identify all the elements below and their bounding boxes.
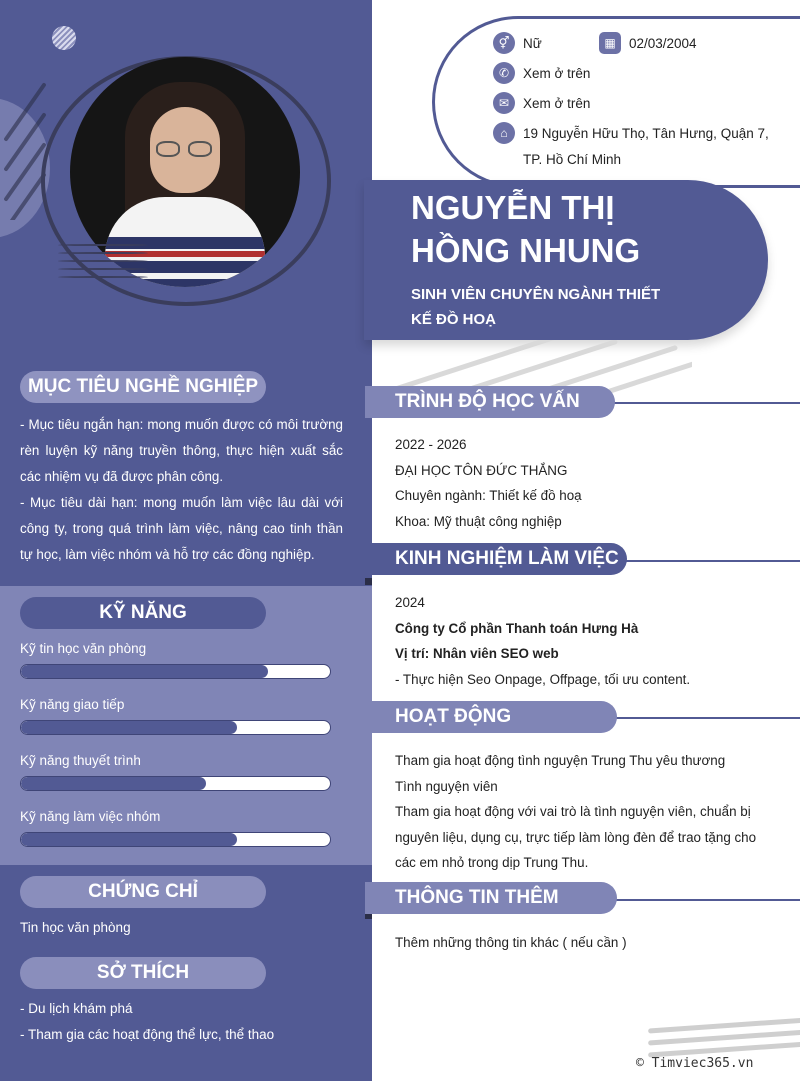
experience-company: Công ty Cổ phần Thanh toán Hưng Hà [395, 620, 639, 636]
decorative-stripes-bottom [648, 1015, 800, 1060]
contact-phone [493, 62, 590, 84]
activity-title: Tham gia hoạt động tình nguyện Trung Thu yêu thương [395, 753, 726, 768]
gender-icon: ⚥ [493, 32, 515, 54]
skill-label: Kỹ năng giao tiếp [20, 697, 125, 712]
education-school: ĐẠI HỌC TÔN ĐỨC THẮNG [395, 462, 568, 478]
skill-bar [20, 720, 331, 735]
objective-heading: MỤC TIÊU NGHỀ NGHIỆP [20, 371, 266, 403]
experience-heading: KINH NGHIỆM LÀM VIỆC [365, 543, 627, 575]
skill-bar-fill [21, 721, 237, 734]
skill-label: Kỹ năng thuyết trình [20, 753, 141, 768]
email-icon: ✉ [493, 92, 515, 114]
skill-label: Kỹ năng làm việc nhóm [20, 809, 161, 824]
address-line1: 19 Nguyễn Hữu Thọ, Tân Hưng, Quận 7, [523, 125, 769, 141]
phone-value: Xem ở trên [523, 65, 591, 81]
certificate-item: Tin học văn phòng [20, 920, 131, 935]
phone-icon: ✆ [493, 62, 515, 84]
skill-bar-fill [21, 833, 237, 846]
education-heading: TRÌNH ĐỘ HỌC VẤN [365, 386, 615, 418]
education-faculty: Khoa: Mỹ thuật công nghiệp [395, 513, 562, 529]
objective-short-term: - Mục tiêu ngắn hạn: mong muốn được có môi trường rèn luyện kỹ năng truyền thông, thực hiện xuất sắc các nhiệm vụ đã được phân công. [20, 417, 343, 484]
decorative-dot [52, 26, 76, 50]
objective-long-term: - Mục tiêu dài hạn: mong muốn làm việc lâu dài với công ty, trong quá trình làm việc, nâng cao tinh thần tự học, làm việc nhóm và hỗ trợ các đồng nghiệp. [20, 495, 343, 562]
activities-details [395, 748, 780, 876]
gender-value: Nữ [523, 35, 542, 51]
section-line [606, 402, 800, 404]
calendar-icon: ▦ [599, 32, 621, 54]
skill-bar [20, 776, 331, 791]
skill-label: Kỹ tin học văn phòng [20, 641, 147, 656]
watermark: © Timviec365.vn [636, 1056, 754, 1071]
skill-bar-fill [21, 665, 268, 678]
objective-text [20, 412, 343, 568]
name-line1: NGUYỄN THỊ [411, 189, 615, 226]
contact-gender [493, 32, 542, 54]
education-major: Chuyên ngành: Thiết kế đồ hoạ [395, 488, 582, 503]
skill-bar-fill [21, 777, 206, 790]
corner-notch [365, 578, 372, 585]
activities-heading: HOẠT ĐỘNG [365, 701, 617, 733]
education-period: 2022 - 2026 [395, 437, 467, 452]
activity-role: Tình nguyện viên [395, 778, 498, 794]
section-line [612, 899, 800, 901]
experience-year: 2024 [395, 595, 425, 610]
skill-bar [20, 664, 331, 679]
experience-position: Vị trí: Nhân viên SEO web [395, 646, 559, 661]
decorative-stamp [58, 240, 148, 280]
name-line2: HỒNG NHUNG [411, 232, 641, 269]
full-name [411, 186, 741, 272]
additional-heading: THÔNG TIN THÊM [365, 882, 617, 914]
additional-text: Thêm những thông tin khác ( nếu cần ) [395, 935, 627, 950]
section-line [612, 717, 800, 719]
experience-details [395, 590, 780, 692]
address-line2: TP. Hồ Chí Minh [523, 152, 622, 167]
email-value: Xem ở trên [523, 95, 591, 111]
hobby-item: - Tham gia các hoạt động thể lực, thể thao [20, 1027, 275, 1042]
job-title [411, 282, 711, 332]
birthdate-value: 02/03/2004 [629, 35, 697, 51]
skills-heading: KỸ NĂNG [20, 597, 266, 629]
activity-description: Tham gia hoạt động với vai trò là tình nguyện viên, chuẩn bị nguyên liệu, dụng cụ, trực tiếp làm lòng đèn để trao tặng cho các em nhỏ trong dịp Trung Thu. [395, 804, 757, 870]
contact-email [493, 92, 590, 114]
hobbies-heading: SỞ THÍCH [20, 957, 266, 989]
certificates-heading: CHỨNG CHỈ [20, 876, 266, 908]
section-line [620, 560, 800, 562]
contact-birthdate [599, 32, 697, 54]
experience-duty: - Thực hiện Seo Onpage, Offpage, tối ưu content. [395, 671, 691, 687]
contact-address-2 [523, 152, 621, 167]
title-line2: KẾ ĐỒ HOẠ [411, 311, 497, 328]
hobby-item: - Du lịch khám phá [20, 1001, 133, 1016]
contact-address [493, 122, 769, 144]
education-details [395, 432, 780, 534]
title-line1: SINH VIÊN CHUYÊN NGÀNH THIẾT [411, 286, 661, 303]
home-icon: ⌂ [493, 122, 515, 144]
skill-bar [20, 832, 331, 847]
